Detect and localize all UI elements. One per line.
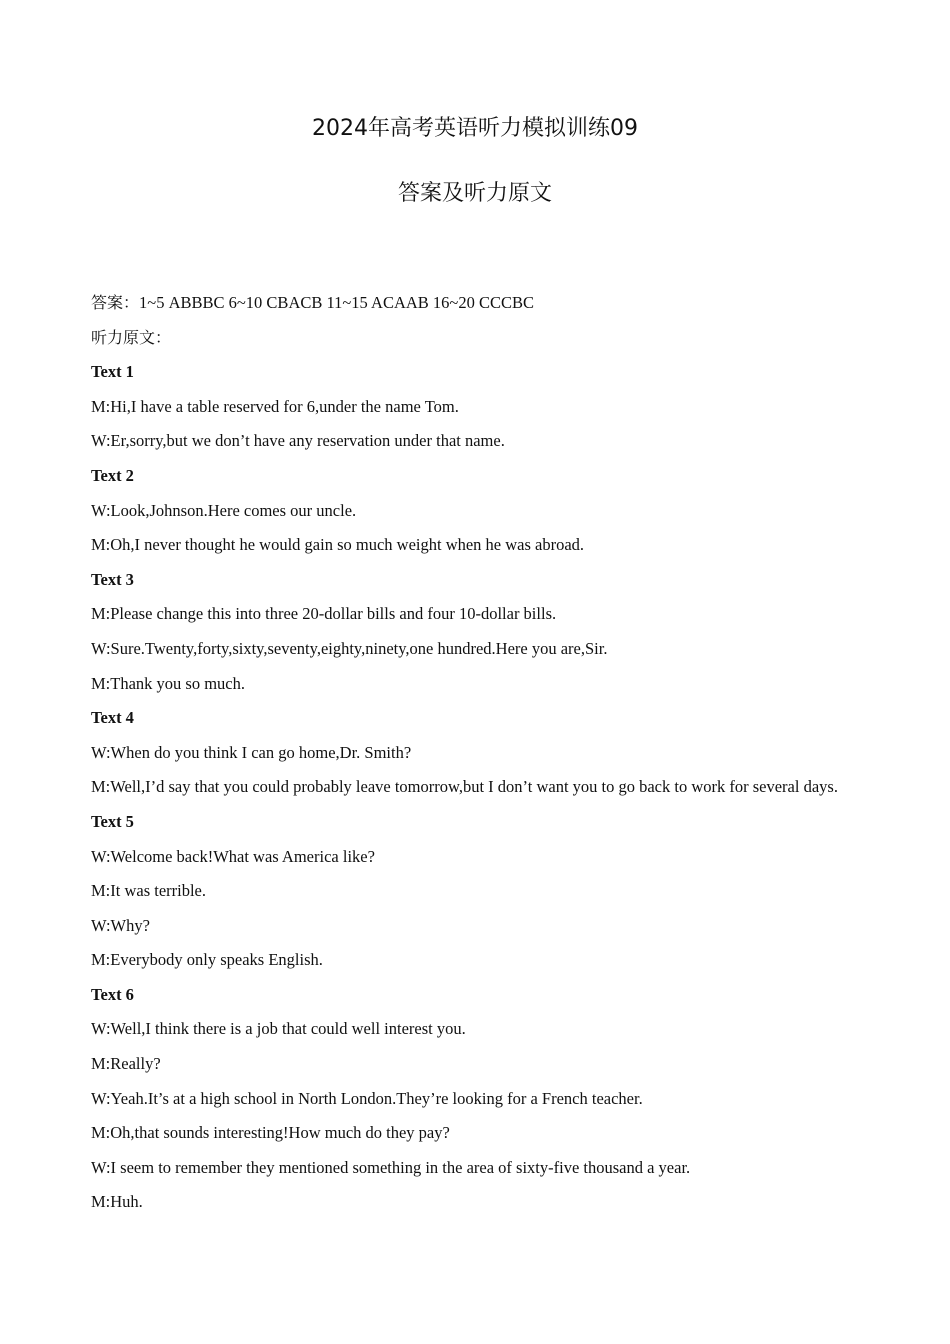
dialogue-line: M:Oh,that sounds interesting!How much do they pay? bbox=[91, 1123, 450, 1143]
document-title: 2024年高考英语听力模拟训练09 bbox=[312, 116, 638, 141]
dialogue-line: M:Hi,I have a table reserved for 6,under the name Tom. bbox=[91, 396, 459, 416]
dialogue-line: M:It was terrible. bbox=[91, 881, 207, 901]
dialogue-line: M:Well,I’d say that you could probably leave tomorrow,but I don’t want you to go back to work for several days. bbox=[91, 777, 838, 797]
dialogue-line: M:Everybody only speaks English. bbox=[91, 950, 323, 970]
dialogue-line: M:Really? bbox=[91, 1054, 161, 1074]
answer-label: 答案： bbox=[91, 293, 140, 312]
dialogue-line: W:Why? bbox=[91, 915, 150, 935]
dialogue-line: W:Welcome back!What was America like? bbox=[91, 846, 375, 866]
dialogue-line: M:Thank you so much. bbox=[91, 673, 245, 693]
dialogue-line: W:When do you think I can go home,Dr. Smith? bbox=[91, 742, 412, 762]
answer-text: 1~5 ABBBC 6~10 CBACB 11~15 ACAAB 16~20 CCCBC bbox=[139, 293, 534, 312]
dialogue-line: W:Sure.Twenty,forty,sixty,seventy,eighty,ninety,one hundred.Here you are,Sir. bbox=[91, 638, 608, 658]
answer-key bbox=[91, 291, 891, 326]
text-heading: Text 3 bbox=[91, 569, 134, 589]
dialogue-line: W:Er,sorry,but we don’t have any reservation under that name. bbox=[91, 431, 505, 451]
text-heading: Text 4 bbox=[91, 708, 134, 728]
dialogue-line: M:Please change this into three 20-dollar bills and four 10-dollar bills. bbox=[91, 604, 557, 624]
text-heading: Text 6 bbox=[91, 984, 134, 1004]
text-heading: Text 1 bbox=[91, 362, 134, 382]
document-subtitle: 答案及听力原文 bbox=[397, 181, 552, 206]
document-body bbox=[91, 291, 891, 1225]
transcript-label: 听力原文： bbox=[91, 327, 172, 347]
dialogue-line: M:Oh,I never thought he would gain so much weight when he was abroad. bbox=[91, 535, 585, 555]
text-heading: Text 2 bbox=[91, 465, 134, 485]
dialogue-line: W:Look,Johnson.Here comes our uncle. bbox=[91, 500, 357, 520]
dialogue-line: W:I seem to remember they mentioned something in the area of sixty-five thousand a year. bbox=[91, 1157, 691, 1177]
dialogue-line: W:Yeah.It’s at a high school in North London.They’re looking for a French teacher. bbox=[91, 1088, 643, 1108]
text-heading: Text 5 bbox=[91, 811, 134, 831]
dialogue-line: M:Huh. bbox=[91, 1192, 143, 1212]
dialogue-line: W:Well,I think there is a job that could well interest you. bbox=[91, 1019, 466, 1039]
